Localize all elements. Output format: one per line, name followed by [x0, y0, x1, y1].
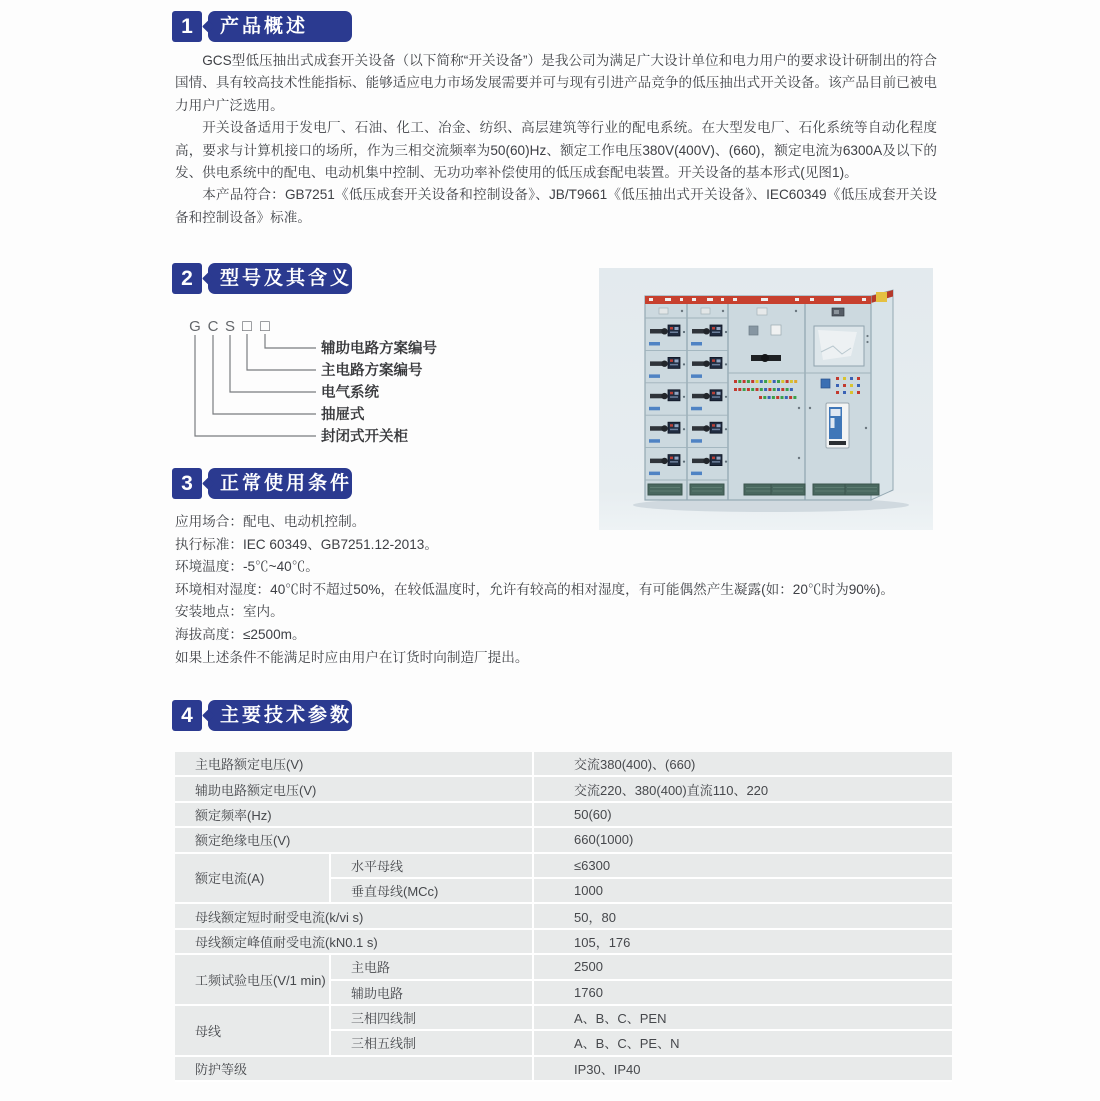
model-letter: S	[224, 318, 236, 335]
param-group-label: 母线	[175, 1005, 330, 1056]
param-label: 防护等级	[175, 1056, 533, 1081]
param-value: IP30、IP40	[533, 1056, 952, 1081]
param-sub-label: 三相四线制	[330, 1005, 533, 1030]
diagram-connector-lines	[195, 334, 316, 436]
param-value: 50，80	[533, 903, 952, 928]
diagram-label: 抽屉式	[321, 407, 365, 423]
overview-paragraph: 开关设备适用于发电厂、石油、化工、冶金、纺织、高层建筑等行业的配电系统。在大型发电厂、石化系统等自动化程度高，要求与计算机接口的场所，作为三相交流频率为50(60)Hz、额定工作电压380V(400V)、(660)，额定电流为6300A及以下的发、供电系统中的配电、电动机集中控制、无功功率补偿使用的低压成套配电装置。开关设备的基本形式(见图1)。	[175, 120, 937, 181]
param-value: ≤6300	[533, 853, 952, 878]
param-label: 辅助电路额定电压(V)	[175, 776, 533, 801]
section-header-model	[172, 263, 352, 294]
param-sub-label: 主电路	[330, 954, 533, 979]
param-value: 1760	[533, 980, 952, 1005]
param-group-label: 工频试验电压(V/1 min)	[175, 954, 330, 1005]
condition-item: 环境相对湿度：40℃时不超过50%，在较低温度时，允许有较高的相对湿度，有可能偶然产生凝露(如：20℃时为90%)。	[175, 581, 895, 597]
model-letter: C	[207, 318, 219, 335]
param-label: 母线额定短时耐受电流(k/vi s)	[175, 903, 533, 928]
section-title: 型号及其含义	[208, 263, 352, 294]
table-row	[175, 752, 952, 776]
param-value: A、B、C、PEN	[533, 1005, 952, 1030]
table-row	[175, 776, 952, 801]
table-row	[175, 1056, 952, 1081]
diagram-label: 辅助电路方案编号	[321, 341, 437, 357]
conditions-list	[175, 511, 945, 669]
section-title: 产品概述	[208, 11, 352, 42]
diagram-label: 封闭式开关柜	[321, 429, 408, 445]
param-value: 交流380(400)、(660)	[533, 752, 952, 776]
param-label: 主电路额定电压(V)	[175, 752, 533, 776]
overview-paragraph: GCS型低压抽出式成套开关设备（以下简称“开关设备”）是我公司为满足广大设计单位和电力用户的要求设计研制出的符合国情、具有较高技术性能指标、能够适应电力市场发展需要并可与现有引进产品竞争的低压抽出式开关设备。该产品目前已被电力用户广泛选用。	[175, 53, 937, 113]
param-group-label: 额定电流(A)	[175, 853, 330, 904]
param-value: 交流220、380(400)直流110、220	[533, 776, 952, 801]
diagram-label: 主电路方案编号	[321, 363, 423, 379]
table-row	[175, 802, 952, 827]
model-code-diagram	[183, 312, 523, 452]
table-row	[175, 853, 952, 878]
condition-item: 如果上述条件不能满足时应由用户在订货时向制造厂提出。	[175, 649, 529, 665]
param-sub-label: 三相五线制	[330, 1030, 533, 1055]
param-value: A、B、C、PE、N	[533, 1030, 952, 1055]
table-row	[175, 929, 952, 954]
overview-paragraph: 本产品符合：GB7251《低压成套开关设备和控制设备》、JB/T9661《低压抽出式开关设备》、IEC60349《低压成套开关设备和控制设备》标准。	[175, 187, 937, 225]
model-box-glyph: □	[260, 318, 270, 335]
condition-item: 海拔高度：≤2500m。	[175, 626, 306, 642]
table-row	[175, 954, 952, 979]
condition-item: 环境温度：-5℃~40℃。	[175, 559, 319, 575]
param-sub-label: 垂直母线(MCc)	[330, 878, 533, 903]
param-value: 660(1000)	[533, 827, 952, 852]
model-box-glyph: □	[242, 318, 252, 335]
table-row	[175, 827, 952, 852]
section-header-conditions	[172, 468, 352, 499]
param-label: 母线额定峰值耐受电流(kN0.1 s)	[175, 929, 533, 954]
section-number: 3	[172, 468, 202, 499]
section-number: 2	[172, 263, 202, 294]
overview-text	[175, 50, 937, 229]
section-number: 4	[172, 700, 202, 731]
param-value: 50(60)	[533, 802, 952, 827]
param-value: 2500	[533, 954, 952, 979]
condition-item: 安装地点：室内。	[175, 604, 284, 620]
section-number: 1	[172, 11, 202, 42]
condition-item: 应用场合：配电、电动机控制。	[175, 514, 366, 529]
model-letter: G	[189, 318, 201, 335]
section-header-parameters	[172, 700, 352, 731]
section-title: 主要技术参数	[208, 700, 352, 731]
param-value: 1000	[533, 878, 952, 903]
param-sub-label: 水平母线	[330, 853, 533, 878]
section-header-overview	[172, 11, 352, 42]
param-value: 105，176	[533, 929, 952, 954]
switchgear-photo	[599, 268, 933, 530]
section-title: 正常使用条件	[208, 468, 352, 499]
diagram-label: 电气系统	[321, 385, 379, 401]
table-row	[175, 903, 952, 928]
table-row	[175, 1005, 952, 1030]
yellow-corner-chip	[876, 292, 887, 302]
param-label: 额定绝缘电压(V)	[175, 827, 533, 852]
param-sub-label: 辅助电路	[330, 980, 533, 1005]
param-label: 额定频率(Hz)	[175, 802, 533, 827]
condition-item: 执行标准：IEC 60349、GB7251.12-2013。	[175, 536, 438, 552]
parameters-table	[175, 752, 952, 1082]
cabinet-side-panel	[871, 290, 893, 500]
